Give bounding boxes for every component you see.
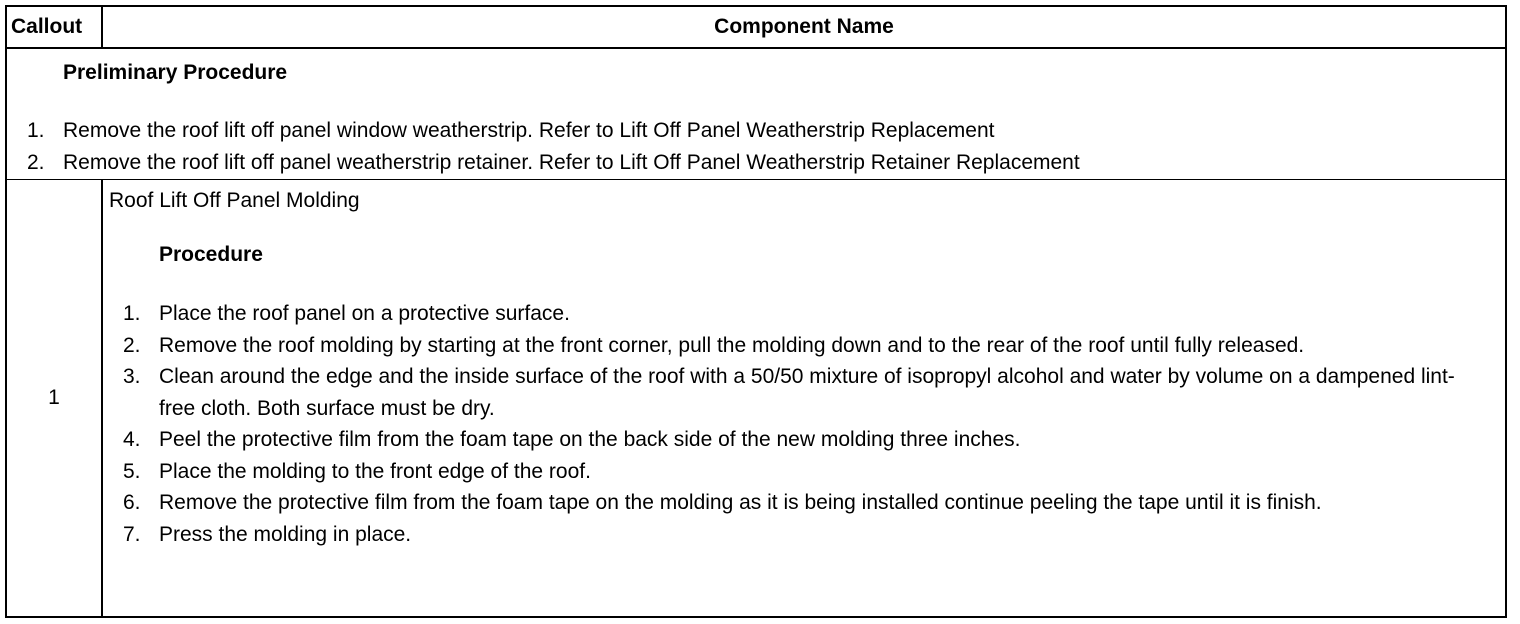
step-number: 7.: [123, 522, 141, 546]
step-text: Remove the roof lift off panel weatherstrip retainer. Refer to Lift Off Panel Weatherstrip Retainer Replacement: [63, 151, 1080, 174]
preliminary-procedure-title: Preliminary Procedure: [63, 61, 288, 84]
step-text: Clean around the edge and the inside surface of the roof with a 50/50 mixture of isopropyl alcohol and water by volume on a dampened lint-free cloth. Both surface must be dry.: [159, 365, 1455, 420]
step-number: 2.: [27, 151, 45, 174]
list-item: [123, 330, 1485, 362]
table-header-row: [6, 6, 1506, 48]
procedure-title: Procedure: [159, 243, 263, 266]
list-item: [123, 424, 1485, 456]
step-text: Remove the roof molding by starting at the front corner, pull the molding down and to the rear of the roof until fully released.: [159, 333, 1305, 357]
procedure-table: [5, 5, 1507, 618]
step-text: Place the roof panel on a protective surface.: [159, 302, 570, 325]
table-row: [6, 180, 1506, 618]
callout-cell: 1: [6, 180, 102, 618]
list-item: [27, 115, 1080, 147]
step-number: 5.: [123, 459, 141, 483]
list-item: [123, 361, 1485, 424]
step-text: Remove the roof lift off panel window weatherstrip. Refer to Lift Off Panel Weatherstrip Replacement: [63, 119, 995, 142]
step-text: Remove the protective film from the foam tape on the molding as it is being installed continue peeling the tape until it is finish.: [159, 491, 1322, 514]
step-number: 3.: [123, 365, 141, 388]
list-item: [123, 456, 1485, 488]
callout-column-header: Callout: [6, 6, 102, 48]
list-item: [27, 147, 1080, 179]
list-item: [123, 519, 1485, 551]
step-number: 4.: [123, 428, 141, 451]
preliminary-procedure-row: [6, 48, 1506, 180]
procedure-steps-list: [123, 298, 1485, 550]
step-number: 1.: [123, 302, 141, 325]
component-name-column-header: Component Name: [102, 6, 1506, 48]
step-text: Press the molding in place.: [159, 522, 412, 546]
list-item: [123, 487, 1485, 519]
step-number: 2.: [123, 333, 141, 357]
list-item: [123, 298, 1485, 330]
preliminary-procedure-cell: [6, 48, 1506, 180]
component-cell: [102, 180, 1506, 618]
step-number: 6.: [123, 491, 141, 514]
step-text: Peel the protective film from the foam tape on the back side of the new molding three inches.: [159, 428, 1021, 451]
step-text: Place the molding to the front edge of the roof.: [159, 459, 591, 483]
preliminary-steps-list: [27, 115, 1080, 179]
component-name: Roof Lift Off Panel Molding: [109, 189, 360, 212]
step-number: 1.: [27, 119, 45, 142]
